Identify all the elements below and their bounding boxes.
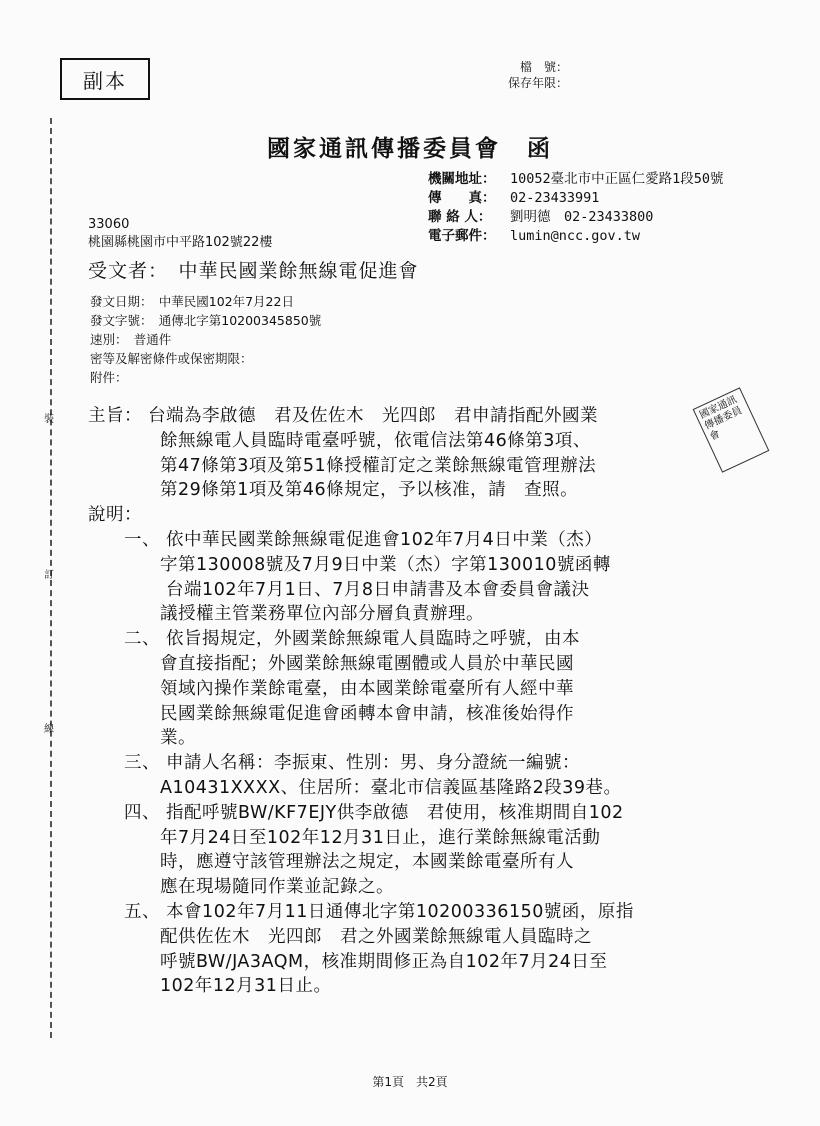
explanation-line: 102年12月31日止。: [88, 976, 332, 997]
recipient: 受文者： 中華民國業餘無線電促進會: [88, 260, 419, 282]
margin-mark-middle: 訂: [44, 570, 54, 581]
contact-label: 聯 絡 人：: [428, 209, 492, 225]
recipient-address: 桃園縣桃園市中平路102號22樓: [88, 235, 273, 250]
subject-line: 第29條第1項及第46條規定，予以核准，請 查照。: [88, 480, 579, 501]
explanation-line: 台端102年7月1日、7月8日申請書及本會委員會議決: [88, 579, 590, 600]
contact-value: 10052臺北市中正區仁愛路1段50號: [510, 171, 724, 187]
explanation-line: 時，應遵守該管理辦法之規定，本國業餘電臺所有人: [88, 852, 574, 873]
margin-mark-bottom: 線: [44, 724, 54, 735]
contact-value: 劉明德 02-23433800: [510, 209, 654, 225]
explanation-line: 年7月24日至102年12月31日止，進行業餘無線電活動: [88, 827, 601, 848]
page-number: 第1頁 共2頁: [372, 1075, 448, 1089]
subject-line: 第47條第3項及第51條授權訂定之業餘無線電管理辦法: [88, 455, 597, 476]
subject-line: 主旨： 台端為李啟德 君及佐佐木 光四郎 君申請指配外國業: [88, 406, 599, 426]
explanation-line: 民國業餘無線電促進會函轉本會申請，核准後始得作: [88, 703, 574, 724]
document-title: 國家通訊傳播委員會 函: [267, 136, 553, 162]
file-number-label: 檔 號：: [520, 60, 569, 74]
recipient-postal-code: 33060: [88, 217, 130, 232]
received-stamp: 國家通訊傳播委員會: [693, 387, 770, 472]
copy-mark: 副本: [60, 58, 150, 100]
explanation-line: 領域內操作業餘電臺，由本國業餘電臺所有人經中華: [88, 678, 574, 699]
contact-value: lumin@ncc.gov.tw: [510, 228, 641, 244]
agency-contact-block: [428, 170, 724, 246]
dispatch-number: 發文字號： 通傳北字第10200345850號: [90, 313, 322, 328]
margin-mark-top: 裝: [44, 414, 54, 425]
document-body: [88, 404, 634, 999]
dispatch-meta-block: [90, 292, 321, 387]
contact-row: [428, 208, 724, 227]
explanation-line: 五、 本會102年7月11日通傳北字第10200336150號函，原指: [88, 901, 634, 922]
explanation-line: 二、 依旨揭規定，外國業餘無線電人員臨時之呼號，由本: [88, 629, 581, 650]
subject-line: 餘無線電人員臨時電臺呼號，依電信法第46條第3項、: [88, 430, 591, 451]
urgency: 速別： 普通件: [90, 332, 172, 347]
explanation-line: 應在現場隨同作業並記錄之。: [88, 877, 394, 898]
explanation-line: A10431XXXX、住居所：臺北市信義區基隆路2段39巷。: [88, 777, 622, 798]
explanation-line: 字第130008號及7月9日中業（杰）字第130010號函轉: [88, 554, 611, 575]
attachments: 附件：: [90, 370, 128, 385]
explanation-line: 四、 指配呼號BW/KF7EJY供李啟德 君使用，核准期間自102: [88, 802, 624, 823]
contact-label: 電子郵件：: [428, 228, 496, 244]
retention-period-label: 保存年限：: [508, 76, 569, 90]
contact-label: 傳 真：: [428, 190, 496, 206]
explanation-line: 會直接指配；外國業餘無線電團體或人員於中華民國: [88, 653, 574, 674]
explanation-line: 一、 依中華民國業餘無線電促進會102年7月4日中業（杰）: [88, 529, 603, 550]
explanation-line: 呼號BW/JA3AQM，核准期間修正為自102年7月24日至: [88, 951, 608, 972]
recipient-address-block: [88, 216, 272, 252]
contact-row: [428, 227, 724, 246]
confidentiality: 密等及解密條件或保密期限：: [90, 351, 253, 366]
contact-row: [428, 189, 724, 208]
explanation-line: 議授權主管業務單位內部分層負責辦理。: [88, 604, 484, 625]
contact-row: [428, 170, 724, 189]
explanation-line: 業。: [88, 728, 196, 749]
dispatch-date: 發文日期： 中華民國102年7月22日: [90, 294, 294, 309]
explanation-line: 配供佐佐木 光四郎 君之外國業餘無線電人員臨時之: [88, 926, 592, 947]
explanation-line: 三、 申請人名稱：李振東、性別：男、身分證統一編號：: [88, 753, 581, 774]
contact-value: 02-23433991: [510, 190, 600, 206]
explanation-heading: 說明：: [88, 505, 142, 526]
contact-label: 機關地址：: [428, 171, 496, 187]
